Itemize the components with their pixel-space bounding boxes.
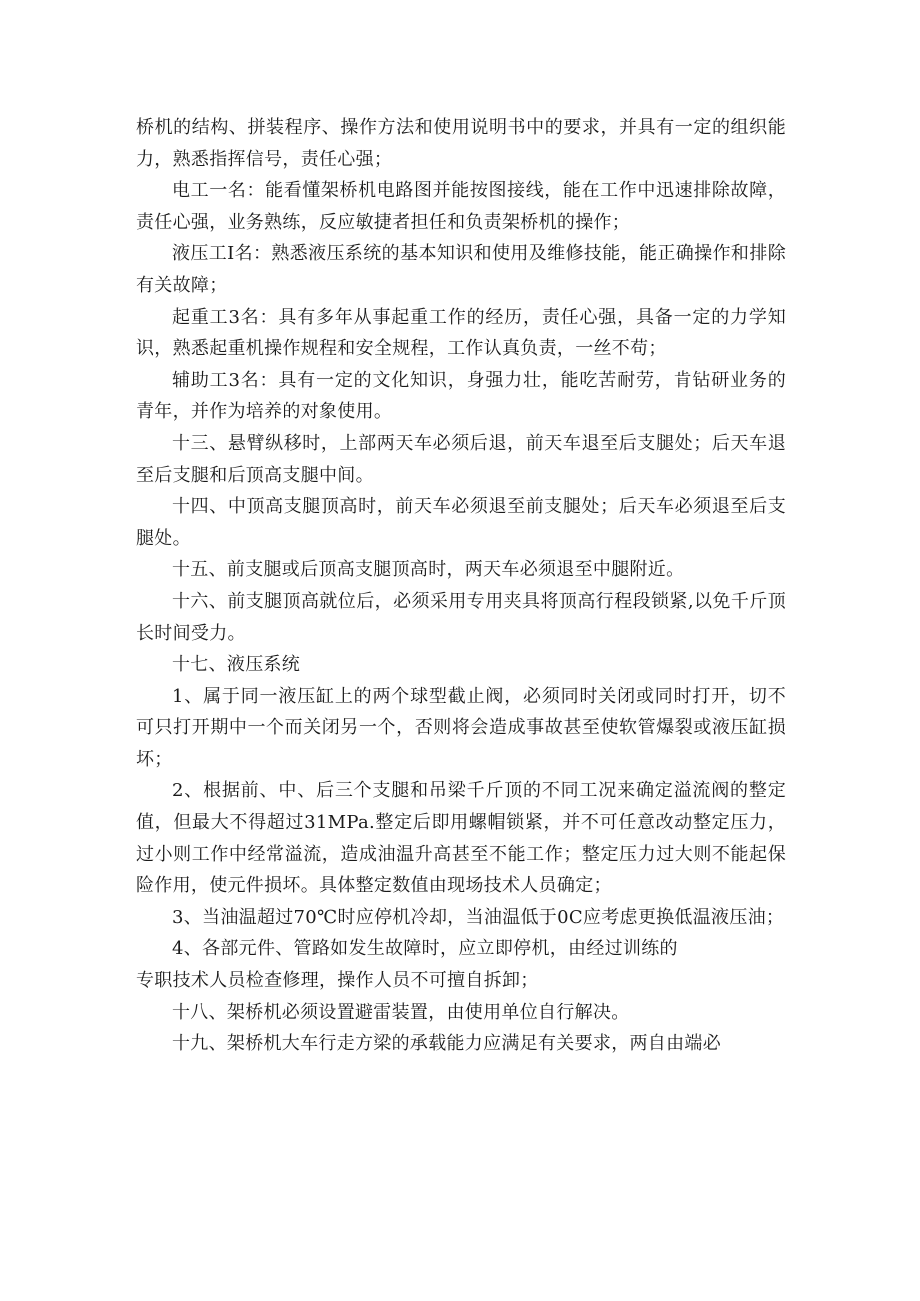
paragraph-item-18: 十八、架桥机必须设置避雷装置，由使用单位自行解决。 bbox=[172, 1001, 630, 1023]
paragraph-hydraulic-rule-1: 1、属于同一液压缸上的两个球型截止阀，必须同时关闭或同时打开，切不可只打开期中一个而关闭另一个，否则将会造成事故甚至使软管爆裂或液压缸损坏； bbox=[136, 685, 786, 770]
paragraph-item-16: 十六、前支腿顶高就位后，必须采用专用夹具将顶高行程段锁紧,以免千斤顶长时间受力。 bbox=[136, 590, 786, 644]
paragraph-hydraulic-rule-4-continued: 专职技术人员检查修理，操作人员不可擅自拆卸； bbox=[136, 970, 539, 992]
document-body bbox=[136, 112, 786, 1060]
paragraph-hydraulic-rule-3: 3、当油温超过70℃时应停机冷却，当油温低于0C应考虑更换低温液压油； bbox=[172, 906, 785, 928]
paragraph-crane-operator-continued: 桥机的结构、拼装程序、操作方法和使用说明书中的要求，并具有一定的组织能力，熟悉指挥信号，责任心强； bbox=[136, 117, 786, 170]
paragraph-assistant-worker: 辅助工3名：具有一定的文化知识，身强力壮，能吃苦耐劳，肯钻研业务的青年，并作为培养的对象使用。 bbox=[136, 369, 786, 423]
paragraph-item-13: 十三、悬臂纵移时，上部两天车必须后退，前天车退至后支腿处；后天车退至后支腿和后顶高支腿中间。 bbox=[136, 432, 786, 486]
paragraph-electrician: 电工一名：能看懂架桥机电路图并能按图接线，能在工作中迅速排除故障，责任心强，业务熟练，反应敏捷者担任和负责架桥机的操作； bbox=[136, 180, 786, 233]
paragraph-item-15: 十五、前支腿或后顶高支腿顶高时，两天车必须退至中腿附近。 bbox=[172, 559, 685, 581]
paragraph-hydraulic-rule-4: 4、各部元件、管路如发生故障时，应立即停机，由经过训练的 bbox=[172, 938, 678, 960]
paragraph-rigger: 起重工3名：具有多年从事起重工作的经历，责任心强，具备一定的力学知识，熟悉起重机操作规程和安全规程，工作认真负责，一丝不苟； bbox=[136, 306, 786, 360]
paragraph-item-19: 十九、架桥机大车行走方梁的承载能力应满足有关要求，两自由端必 bbox=[172, 1033, 721, 1055]
heading-item-17-hydraulic-system: 十七、液压系统 bbox=[172, 654, 301, 676]
paragraph-hydraulic-rule-2: 2、根据前、中、后三个支腿和吊梁千斤顶的不同工况来确定溢流阀的整定值，但最大不得超过31MPa.整定后即用螺帽锁紧，并不可任意改动整定压力，过小则工作中经常溢流，造成油温升高甚至不能工作；整定压力过大则不能起保险作用，使元件损坏。具体整定数值由现场技术人员确定； bbox=[136, 780, 786, 897]
paragraph-hydraulic-worker: 液压工Ⅰ名：熟悉液压系统的基本知识和使用及维修技能，能正确操作和排除有关故障； bbox=[136, 243, 786, 296]
paragraph-item-14: 十四、中顶高支腿顶高时，前天车必须退至前支腿处；后天车必须退至后支腿处。 bbox=[136, 496, 786, 549]
